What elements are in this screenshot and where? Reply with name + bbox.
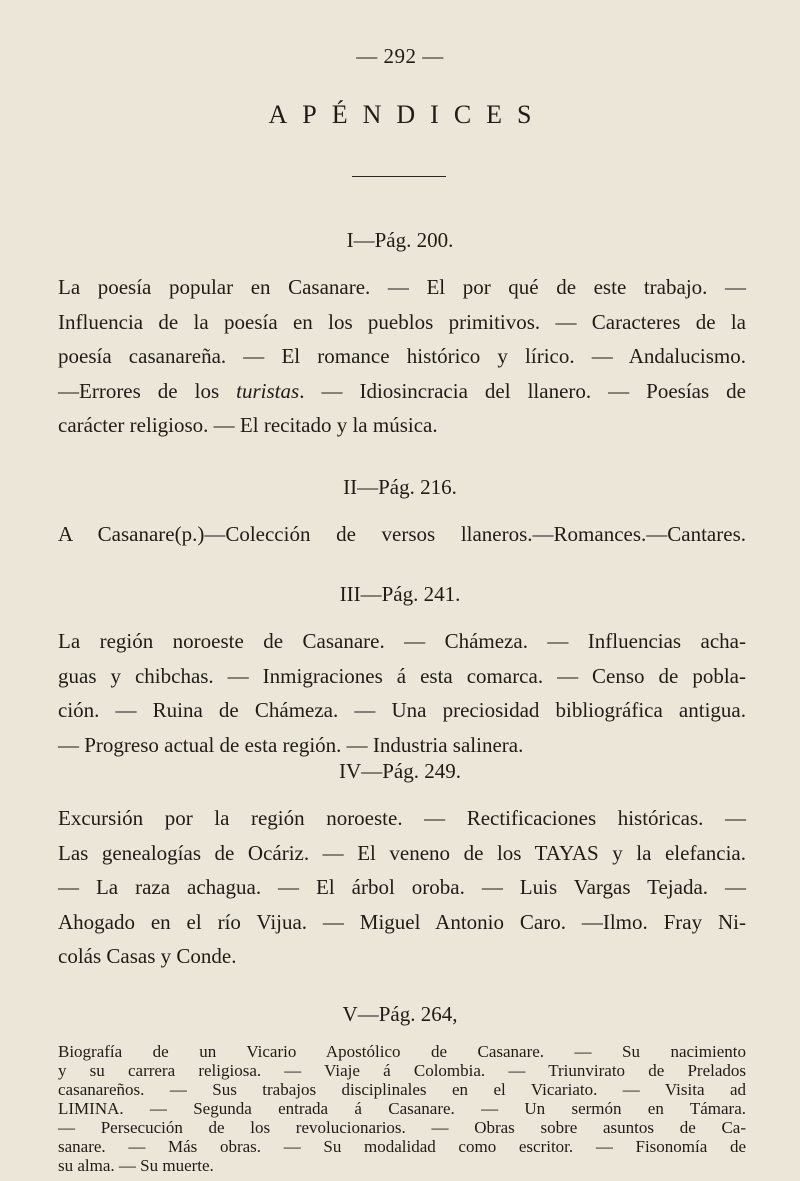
text-line: guas y chibchas. — Inmigraciones á esta comarca. — Censo de pobla- bbox=[58, 663, 746, 688]
appendix-summary bbox=[58, 1042, 746, 1175]
page-number: — 292 — bbox=[356, 44, 444, 68]
appendix-title: III—Pág. 241. bbox=[339, 582, 461, 606]
text-line: Influencia de la poesía en los pueblos primitivos. — Caracteres de la bbox=[58, 309, 746, 334]
text-line: carácter religioso. — El recitado y la música. bbox=[58, 413, 438, 437]
appendix-summary bbox=[58, 517, 746, 552]
text-line: —Errores de los turistas. — Idiosincracia del llanero. — Poesías de bbox=[58, 378, 746, 403]
text-line: — Progreso actual de esta región. — Industria salinera. bbox=[58, 732, 524, 757]
text-line: — Persecución de los revolucionarios. — Obras sobre asuntos de Ca- bbox=[58, 1118, 746, 1137]
text-line: sanare. — Más obras. — Su modalidad como escritor. — Fisonomía de bbox=[58, 1137, 746, 1156]
text-line: y su carrera religiosa. — Viaje á Colombia. — Triunvirato de Prelados bbox=[58, 1061, 746, 1080]
text-line: Excursión por la región noroeste. — Rectificaciones históricas. — bbox=[58, 806, 746, 830]
appendix-summary bbox=[58, 270, 746, 443]
appendix-title: II—Pág. 216. bbox=[343, 475, 457, 499]
text-line: La región noroeste de Casanare. — Chámeza. — Influencias acha- bbox=[58, 629, 746, 653]
text-line: Ahogado en el río Vijua. — Miguel Antonio Caro. —Ilmo. Fray Ni- bbox=[58, 909, 746, 934]
text-line: A Casanare(p.)—Colección de versos llaneros.—Romances.—Cantares. bbox=[58, 522, 746, 546]
text-line: poesía casanareña. — El romance histórico y lírico. — Andalucismo. bbox=[58, 344, 746, 368]
appendix-summary bbox=[58, 801, 746, 974]
appendix-title: V—Pág. 264, bbox=[342, 1002, 458, 1026]
text-line: colás Casas y Conde. bbox=[58, 944, 237, 968]
appendix-summary bbox=[58, 624, 746, 762]
text-line: ción. — Ruina de Chámeza. — Una preciosidad bibliográfica antigua. bbox=[58, 698, 746, 722]
appendix-title: IV—Pág. 249. bbox=[339, 759, 461, 783]
text-line: Biografía de un Vicario Apostólico de Casanare. — Su nacimiento bbox=[58, 1042, 746, 1061]
text-line: — La raza achagua. — El árbol oroba. — Luis Vargas Tejada. — bbox=[58, 875, 746, 899]
section-heading: APÉNDICES bbox=[268, 100, 547, 129]
text-line: Las genealogías de Ocáriz. — El veneno de los TAYAS y la elefancia. bbox=[58, 840, 746, 865]
text-line: casanareños. — Sus trabajos disciplinales en el Vicariato. — Visita ad bbox=[58, 1080, 746, 1099]
text-line: su alma. — Su muerte. bbox=[58, 1156, 214, 1175]
appendix-title: I—Pág. 200. bbox=[346, 228, 454, 252]
text-line: La poesía popular en Casanare. — El por qué de este trabajo. — bbox=[58, 275, 746, 299]
heading-divider bbox=[352, 176, 446, 177]
text-line: LIMINA. — Segunda entrada á Casanare. — Un sermón en Támara. bbox=[58, 1099, 746, 1118]
